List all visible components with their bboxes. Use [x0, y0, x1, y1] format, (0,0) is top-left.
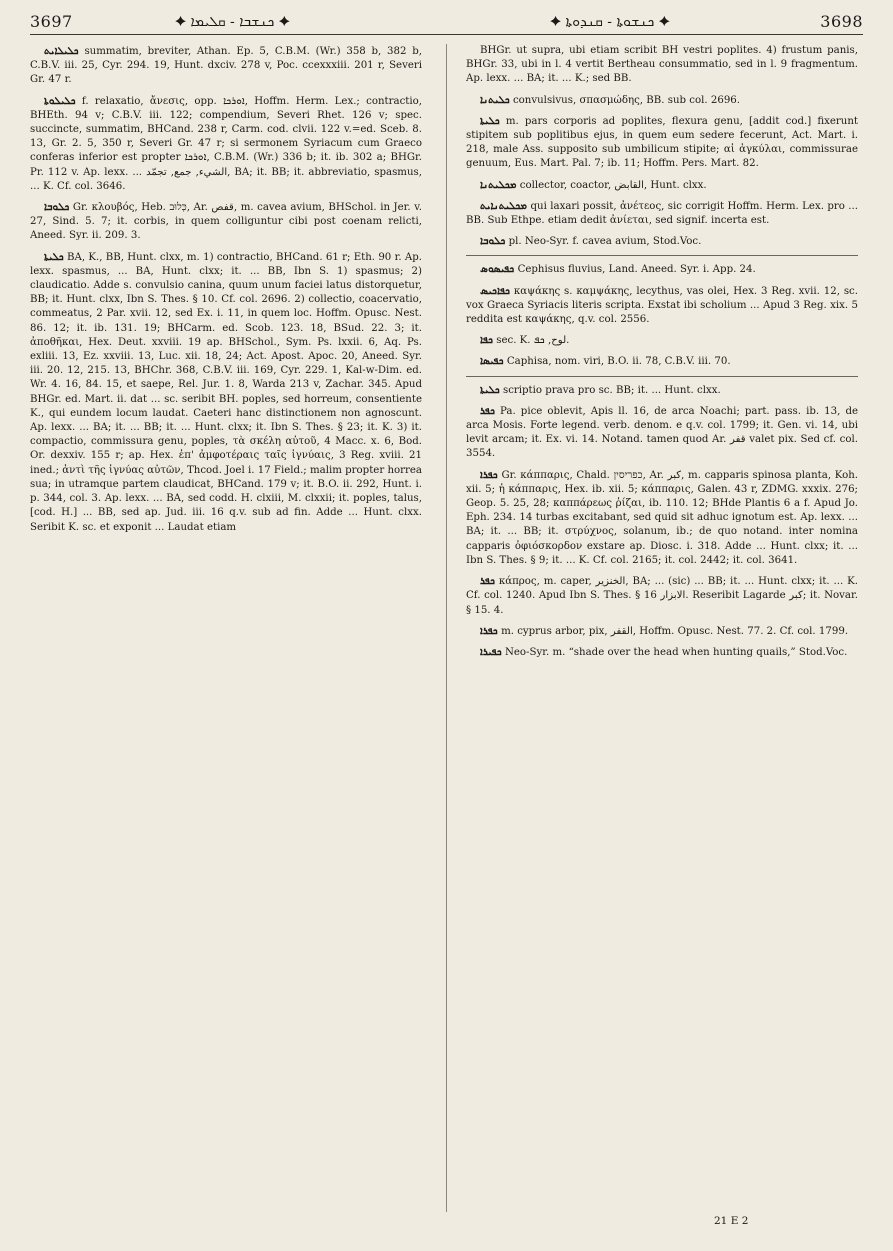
entry-text: sec. K. لوح, ܟܦ. — [496, 335, 570, 347]
entry-text: κάπρος, m. caper, الخنزير, BA; ... (sic) ... BB; it. ... Hunt. clxx; it. ... K. Cf. col. 1240. Apud Ibn S. Thes. § 16 الابزار. Reseribit Lagarde كبر; it. Novar. § 15. 4. — [466, 576, 858, 616]
entry-text: Caphisa, nom. viri, B.O. ii. 78, C.B.V. iii. 70. — [506, 356, 731, 368]
entry-headword: ܟܦܪܐ — [480, 624, 498, 637]
dictionary-entry — [466, 44, 858, 87]
dictionary-entry — [466, 383, 858, 398]
header-rule — [30, 34, 863, 35]
page-number-right: 3698 — [820, 12, 863, 31]
dictionary-entry — [466, 114, 858, 172]
entry-headword: ܟܦܪ — [480, 404, 495, 417]
left-column — [30, 44, 422, 1234]
dictionary-entry — [30, 250, 422, 535]
entry-headword: ܟܠܝܠܐܝܬ — [44, 45, 79, 57]
entry-headword: ܟܠܘܒܐ — [480, 235, 506, 248]
entry-text: Cephisus fluvius, Land. Aneed. Syr. i. App. 24. — [517, 264, 756, 276]
entry-text: scriptio prava pro sc. BB; it. ... Hunt. clxx. — [502, 384, 721, 396]
entry-text: f. relaxatio, ἄνεσις, opp. ܐܘܪܟܐ, Hoffm. Herm. Lex.; contractio, BHEth. 94 v; C.B.V. iii. 122; compendium, Severi Rhet. 126 v; spec. succincte, summatim, BHCand. 238 r, Carm. cod. clvii. 122 v.=ed. Sceb. 8. 13, Gr. 2. 5, 350 r, Severi Gr. 47 r; si sermonem Syriacum cum Graeco conferas inferior est propter ܐܘܪܟܐ, C.B.M. (Wr.) 336 b; it. ib. 302 a; BHGr. Pr. 112 v. Ap. lexx. ... الشيء, جمع, تجمّد, BA; it. BB; it. abbreviatio, spasmus, ... K. Cf. col. 3646. — [30, 95, 422, 192]
dictionary-entry — [466, 178, 858, 193]
dictionary-entry — [30, 44, 422, 88]
entry-text: καψάκης s. καμψάκης, lecythus, vas olei, Hex. 3 Reg. xvii. 12, sc. vox Graeca Syriacis literis scripta. Exstat ibi scholium ... Apud 3 Reg. xix. 5 reddita est καψάκης, q.v. col. 2556. — [466, 285, 858, 326]
dictionary-entry — [466, 93, 858, 108]
dictionary-entry — [466, 284, 858, 328]
right-column — [466, 44, 858, 1234]
page-number-left: 3697 — [30, 12, 73, 31]
dictionary-entry — [466, 468, 858, 568]
dictionary-entry — [466, 574, 858, 618]
entry-headword: ܟܠܝܬܐ — [44, 250, 64, 263]
dictionary-entry — [30, 94, 422, 194]
column-divider — [446, 44, 447, 1212]
dictionary-entry — [466, 262, 858, 277]
entry-text: pl. Neo-Syr. f. cavea avium, Stod.Voc. — [508, 236, 702, 248]
entry-headword: ܡܟܠܝܬܢܐ — [480, 178, 517, 191]
entry-headword: ܡܟܠܝܬܢܐܝܬ — [480, 199, 528, 212]
entry-text: Neo-Syr. m. “shade over the head when hunting quails,” Stod.Voc. — [504, 646, 848, 658]
entry-text: BHGr. ut supra, ubi etiam scribit BH vestri poplites. 4) frustum panis, BHGr. 33, ubi in l. 4 vertit Bertheau consummatio, sed in l. 9 fragmentum. Ap. lexx. ... BA; it. ... K.; sed BB. — [466, 45, 858, 85]
entry-text: convulsivus, σπασμώδης, BB. sub col. 2696. — [512, 94, 741, 106]
dictionary-entry — [466, 199, 858, 228]
entry-text: m. cyprus arbor, pix, القفر, Hoffm. Opusc. Nest. 77. 2. Cf. col. 1799. — [501, 625, 849, 637]
entry-headword: ܟܠܝܠܘܬܐ — [44, 94, 76, 107]
entry-headword: ܟܦܝܣܘܣ — [480, 263, 515, 276]
entry-text: m. pars corporis ad poplites, flexura genu, [addit cod.] fixerunt stipitem sub poplitibus ejus, in quem eum sedere fecerunt, Act. Mart. i. 218, male Ass. supposito sub umbilicum stipite; αἱ ἀγκύλαι, commissurae genuum, Eus. Mart. Pal. 7; ib. 11; Hoffm. Pers. Mart. 82. — [466, 115, 858, 170]
entry-headword: ܟܠܝܬܢܐ — [480, 93, 510, 106]
entry-headword: ܟܦܪܐ — [480, 468, 498, 481]
entry-headword: ܟܠܝܬܐ — [480, 114, 500, 127]
entry-headword: ܟܠܝܬܐ — [480, 383, 500, 396]
entry-headword: ܟܦܐ — [480, 334, 493, 347]
dictionary-entry — [466, 645, 858, 660]
running-head-left: ✦ ܟܢܫܒܐ - ܩܠܝܡܐ ✦ — [175, 14, 290, 30]
dictionary-entry — [466, 354, 858, 369]
signature-mark: 21 E 2 — [714, 1215, 749, 1227]
section-rule — [466, 255, 858, 256]
entry-text: Gr. κλουβός, Heb. כְּלוּב, Ar. قفص, m. cavea avium, BHSchol. in Jer. v. 27, Sind. 5. 7; it. corbis, in quem colliguntur cibi post coenam relicti, Aneed. Syr. ii. 209. 3. — [30, 202, 422, 242]
entry-headword: ܟܦܝܣܐ — [480, 355, 504, 368]
dictionary-entry — [466, 624, 858, 639]
entry-text: BA, K., BB, Hunt. clxx, m. 1) contractio, BHCand. 61 r; Eth. 90 r. Ap. lexx. spasmus, ... BA, Hunt. clxx; it. ... BB, Ibn S. 1) spasmus; 2) claudicatio. Adde s. convulsio canina, quum unum faciei latus distorquetur, BB; it. Hunt. clxx, Ibn S. Thes. § 10. Cf. col. 2696. 2) collectio, coacervatio, commeatus, 2 Par. xvii. 12, sed Ex. i. 11, in quem loc. Hoffm. Opusc. Nest. 86. 12; it. ib. 131. 19; BHCarm. ed. Scob. 123. 18, BSud. 22. 3; it. ἀποθῆκαι, Hex. Deut. xxviii. 19 ap. BHSchol., Sym. Ps. lxxii. 6, Aq. Ps. exliii. 13, Ez. xxviii. 13, Luc. xii. 18, 24; Act. Apost. Apoc. 20, Aneed. Syr. iii. 20. 12, 215. 13, BHChr. 368, C.B.V. iii. 169, Cyr. 229. 1, Kal-w-Dim. ed. Wr. 4. 16, 84. 15, et saepe, Rel. Jur. 1. 8, Warda 213 v, Zachar. 345. Apud BHGr. ed. Mart. ii. dat ... sc. seribit BH. poples, sed horreum, consentiente K., qui eundem locum laudat. Caeteri hanc distinctionem non agnoscunt. Ap. lexx. ... BA; it. ... BB; it. ... Hunt. clxx; it. Ibn S. Thes. § 23; it. K. 3) it. compactio, commissura genu, poples, τὰ σκέλη αὐτοῦ, 4 Macc. x. 6, Bod. Or. dexxiv. 155 r; ap. Hex. ἐπ' ἀμφοτέραις ταῖς ἰγνύαις, 3 Reg. xviii. 21 ined.; ἀντὶ τῆς ἰγνύας αὐτῶν, Thcod. Joel i. 17 Field.; malim propter horrea sua; in utramque partem claudicat, BHCand. 179 v; it. B.O. ii. 292, Hunt. i. p. 344, col. 3. Ap. lexx. ... BA, sed codd. H. clxiii, M. clxxii; it. poples, talus, [cod. H.] ... BB, sed ap. Jud. iii. 16 q.v. sub ad fin. Adde ... Hunt. clxx. Seribit K. sc. et exponit ... Laudat etiam — [30, 251, 422, 533]
running-head-right: ✦ ܟܢܫܘܬܐ - ܩܢܕܘܬܐ ✦ — [550, 14, 670, 30]
dictionary-entry — [466, 404, 858, 462]
dictionary-entry — [466, 234, 858, 249]
entry-text: Pa. pice oblevit, Apis ll. 16, de arca Noachi; part. pass. ib. 13, de arca Mosis. Forte legend. verb. denom. e q.v. col. 1799; it. Gen. vi. 14, ubi levit arcam; it. Ex. vi. 14. Notand. tamen quod Ar. قفر valet pix. Sed cf. col. 3554. — [466, 405, 858, 460]
section-rule — [466, 376, 858, 377]
dictionary-entry — [30, 200, 422, 244]
entry-text: qui laxari possit, ἀνέτεος, sic corrigit Hoffm. Herm. Lex. pro ... BB. Sub Ethpe. etiam dedit ἀνίεται, sed signif. incerta est. — [466, 200, 858, 227]
entry-headword: ܟܦܐܟܝܣ — [480, 284, 510, 297]
entry-headword: ܟܦܝܪܐ — [480, 645, 502, 658]
entry-text: summatim, breviter, Athan. Ep. 5, C.B.M. (Wr.) 358 b, 382 b, C.B.V. iii. 25, Cyr. 294. 19, Hunt. dxciv. 278 v, Poc. ccexxxiii. 201 r, Severi Gr. 47 r. — [30, 46, 422, 86]
entry-headword: ܟܠܘܒܐ — [44, 201, 70, 214]
entry-text: Gr. κάππαρις, Chald. כפריסין, Ar. كبر, m. capparis spinosa planta, Koh. xii. 5; ἡ κάππαρις, Hex. ib. xii. 5; κάππαρις, Galen. 43 r, ZDMG. xxxix. 276; Geop. 5. 25, 28; καππάρεως ῥίζαι, ib. 110. 12; BHde Plantis 6 a f. Apud Jo. Eph. 234. 14 turbas excitabant, sed quid sit adhuc ignotum est. Ap. lexx. ... BA; it. ... BB; it. στρύχνος, solanum, ib.; de quo notand. inter nomina capparis ὀφιόσκορδον exstare ap. Diosc. i. 318. Adde ... Hunt. clxx; it. ... Ibn S. Thes. § 9; it. ... K. Cf. col. 2165; it. col. 2442; it. col. 3641. — [466, 469, 858, 566]
entry-headword: ܟܦܪ — [480, 575, 495, 588]
entry-text: collector, coactor, القابض, Hunt. clxx. — [519, 179, 707, 191]
dictionary-entry — [466, 333, 858, 348]
